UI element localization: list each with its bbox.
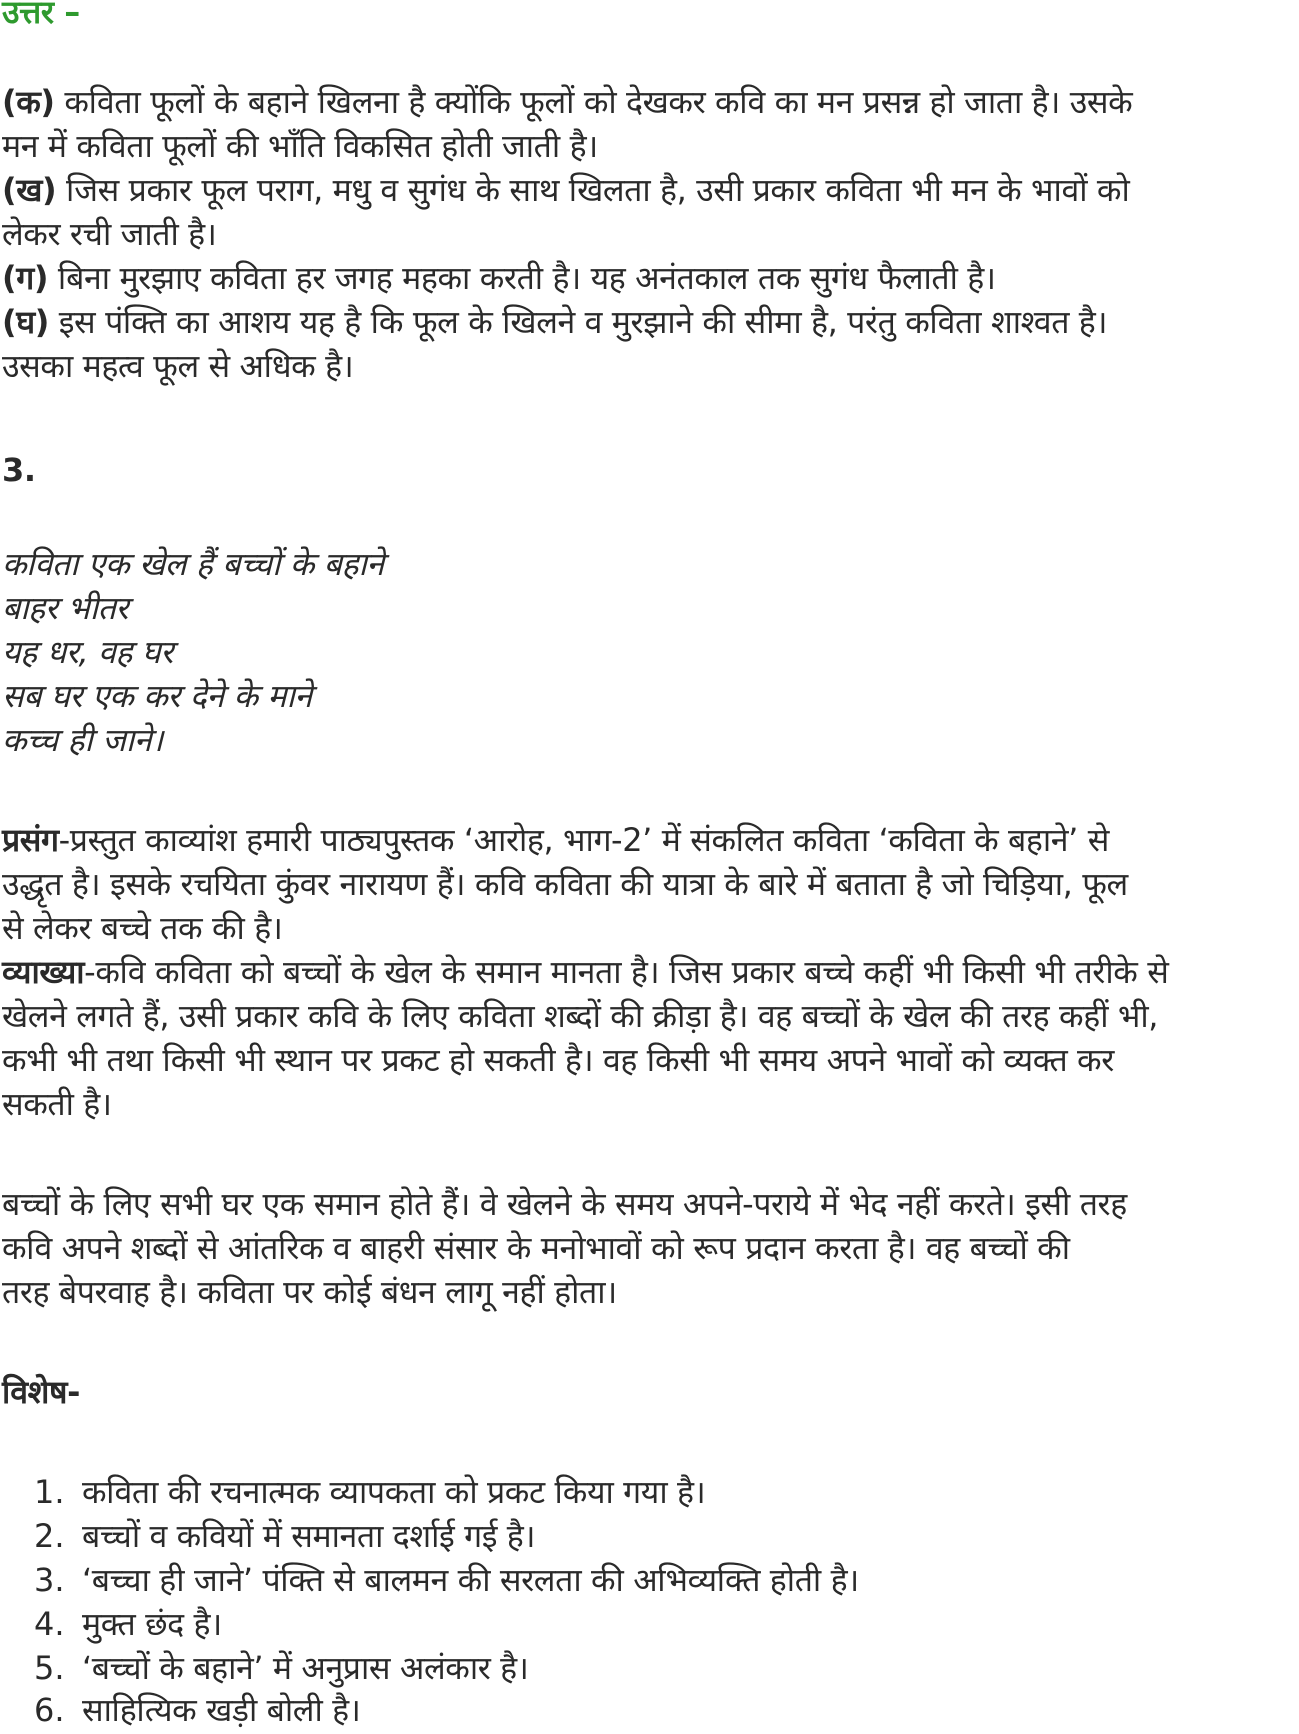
answer-gha-line2: उसका महत्व फूल से अधिक है। [2, 347, 354, 385]
paragraph-line: तरह बेपरवाह है। कविता पर कोई बंधन लागू नहीं होता। [2, 1273, 617, 1311]
list-item-text: मुक्त छंद है। [82, 1605, 222, 1643]
list-item-text: साहित्यिक खड़ी बोली है। [82, 1691, 361, 1729]
answer-kha-line1 [2, 168, 1129, 212]
list-item-text: ‘बच्चा ही जाने’ पंक्ति से बालमन की सरलता की अभिव्यक्ति होती है। [82, 1561, 859, 1599]
list-item-number: 2. [34, 1517, 65, 1555]
prasang-label: प्रसंग [2, 821, 59, 859]
poem-line: बाहर भीतर [2, 589, 129, 627]
poem-line: यह धर, वह घर [2, 633, 173, 671]
answer-text: इस पंक्ति का आशय यह है कि फूल के खिलने व मुरझाने की सीमा है, परंतु कविता शाश्वत है। [58, 303, 1108, 341]
answer-label: (क) [2, 83, 55, 121]
list-item-number: 4. [34, 1605, 65, 1643]
vyakhya-line2: खेलने लगते हैं, उसी प्रकार कवि के लिए कविता शब्दों की क्रीड़ा है। वह बच्चों के खेल की तरह कहीं भी, [2, 997, 1159, 1035]
answer-label: (घ) [2, 303, 49, 341]
answer-text: जिस प्रकार फूल पराग, मधु व सुगंध के साथ खिलता है, उसी प्रकार कविता भी मन के भावों को [66, 171, 1130, 209]
poem-line: कच्च ही जाने। [2, 721, 163, 759]
vyakhya-line3: कभी भी तथा किसी भी स्थान पर प्रकट हो सकती है। वह किसी भी समय अपने भावों को व्यक्त कर [2, 1041, 1114, 1079]
list-item-text: बच्चों व कवियों में समानता दर्शाई गई है। [82, 1517, 536, 1555]
paragraph-line: कवि अपने शब्दों से आंतरिक व बाहरी संसार के मनोभावों को रूप प्रदान करता है। वह बच्चों की [2, 1229, 1070, 1267]
list-item-text: ‘बच्चों के बहाने’ में अनुप्रास अलंकार है। [82, 1649, 529, 1687]
answer-text: बिना मुरझाए कविता हर जगह महका करती है। यह अनंतकाल तक सुगंध फैलाती है। [57, 259, 996, 297]
prasang-line3: से लेकर बच्चे तक की है। [2, 909, 283, 947]
paragraph-line: बच्चों के लिए सभी घर एक समान होते हैं। वे खेलने के समय अपने-पराये में भेद नहीं करते। इसी तरह [2, 1185, 1127, 1223]
list-item-number: 6. [34, 1691, 65, 1729]
answer-kha-line2: लेकर रची जाती है। [2, 215, 217, 253]
answer-gha-line1 [2, 300, 1107, 344]
prasang-text: -प्रस्तुत काव्यांश हमारी पाठ्यपुस्तक ‘आरोह, भाग-2’ में संकलित कविता ‘कविता के बहाने’ से [58, 821, 1109, 859]
prasang-line1 [2, 818, 1109, 862]
prasang-line2: उद्धृत है। इसके रचयिता कुंवर नारायण हैं। कवि कविता की यात्रा के बारे में बताता है जो चिड़िया, फूल [2, 865, 1128, 903]
answer-ka-line1 [2, 80, 1132, 124]
answer-heading: उत्तर – [2, 0, 80, 31]
list-item-number: 1. [34, 1473, 65, 1511]
poem-line: सब घर एक कर देने के माने [2, 677, 312, 715]
list-item-number: 3. [34, 1561, 65, 1599]
answer-ka-line2: मन में कविता फूलों की भाँति विकसित होती जाती है। [2, 127, 598, 165]
vyakhya-line1 [2, 950, 1168, 994]
answer-label: (ख) [2, 171, 57, 209]
vishesh-heading: विशेष- [2, 1373, 81, 1411]
answer-text: कविता फूलों के बहाने खिलना है क्योंकि फूलों को देखकर कवि का मन प्रसन्न हो जाता है। उसके [64, 83, 1133, 121]
vyakhya-text: -कवि कविता को बच्चों के खेल के समान मानता है। जिस प्रकार बच्चे कहीं भी किसी भी तरीके से [84, 953, 1169, 991]
vyakhya-label: व्याख्या [2, 953, 85, 991]
list-item-number: 5. [34, 1649, 65, 1687]
question-number: 3. [2, 451, 36, 489]
answer-label: (ग) [2, 259, 49, 297]
poem-line: कविता एक खेल हैं बच्चों के बहाने [2, 545, 384, 583]
list-item-text: कविता की रचनात्मक व्यापकता को प्रकट किया गया है। [82, 1473, 706, 1511]
answer-ga-line1 [2, 256, 996, 300]
vyakhya-line4: सकती है। [2, 1085, 112, 1123]
